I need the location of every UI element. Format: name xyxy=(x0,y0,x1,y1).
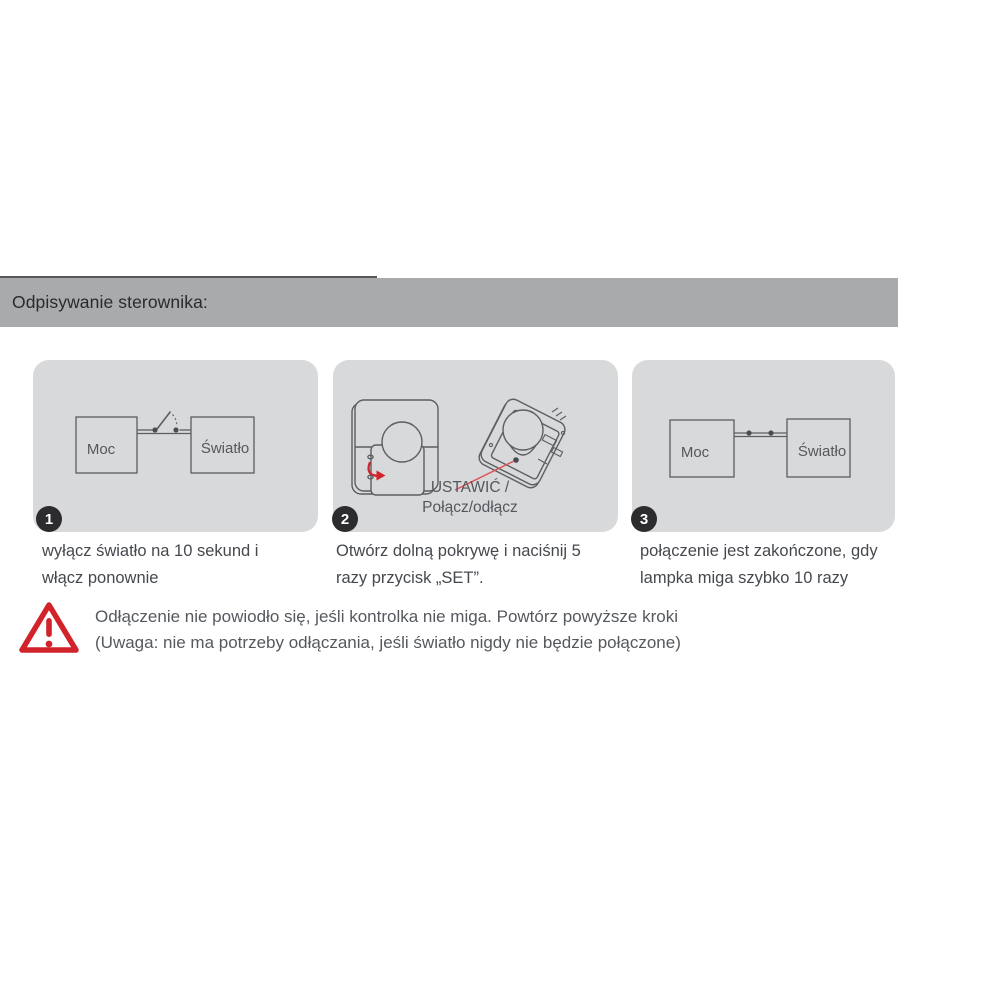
step1-caption-line1: wyłącz światło na 10 sekund i xyxy=(42,542,259,560)
switch-contact-dot xyxy=(746,430,751,435)
power-light-connected-diagram xyxy=(632,360,895,532)
warning-line2: (Uwaga: nie ma potrzeby odłączania, jeśli światło nigdy nie będzie połączone) xyxy=(95,633,681,652)
switch-lever-open xyxy=(157,412,171,430)
back-knob xyxy=(503,410,543,450)
switch-contact-dot xyxy=(768,430,773,435)
light-box-label: Światło xyxy=(797,443,847,460)
exclamation-bar xyxy=(46,618,52,637)
light-box-label: Światło xyxy=(200,440,250,457)
step2-caption-line1: Otwórz dolną pokrywę i naciśnij 5 xyxy=(336,542,581,560)
section-header xyxy=(0,278,898,327)
switch-motion-arc xyxy=(173,415,177,426)
step3-panel xyxy=(632,360,895,532)
step2-number-badge: 2 xyxy=(332,506,358,532)
power-box-label: Moc xyxy=(680,444,710,461)
step1-number-badge: 1 xyxy=(36,506,62,532)
step2-caption xyxy=(336,538,621,592)
warning-note xyxy=(95,604,775,656)
step3-caption-line2: lampka miga szybko 10 razy xyxy=(640,569,849,587)
step1-caption-line2: włącz ponownie xyxy=(42,569,159,587)
power-light-open-switch-diagram xyxy=(33,360,318,532)
step1-caption xyxy=(42,538,322,592)
switch-contact-dot xyxy=(173,427,178,432)
power-box-label: Moc xyxy=(86,441,116,458)
front-knob xyxy=(382,422,422,462)
step3-caption xyxy=(640,538,898,592)
set-button-label-line2: Połącz/odłącz xyxy=(422,499,518,516)
step3-number-badge: 3 xyxy=(631,506,657,532)
thermostat-back-icon xyxy=(476,397,567,491)
step3-caption-line1: połączenie jest zakończone, gdy xyxy=(640,542,878,560)
step1-panel xyxy=(33,360,318,532)
warning-triangle-icon xyxy=(16,599,82,657)
switch-contact-dot xyxy=(152,427,157,432)
exclamation-dot xyxy=(46,641,53,648)
section-title: Odpisywanie sterownika: xyxy=(12,292,208,312)
warning-line1: Odłączenie nie powiodło się, jeśli kontrolka nie miga. Powtórz powyższe kroki xyxy=(95,607,678,626)
set-button-label-line1: USTAWIĆ / xyxy=(430,479,510,496)
step2-caption-line2: razy przycisk „SET”. xyxy=(336,569,484,587)
set-button xyxy=(513,457,519,463)
